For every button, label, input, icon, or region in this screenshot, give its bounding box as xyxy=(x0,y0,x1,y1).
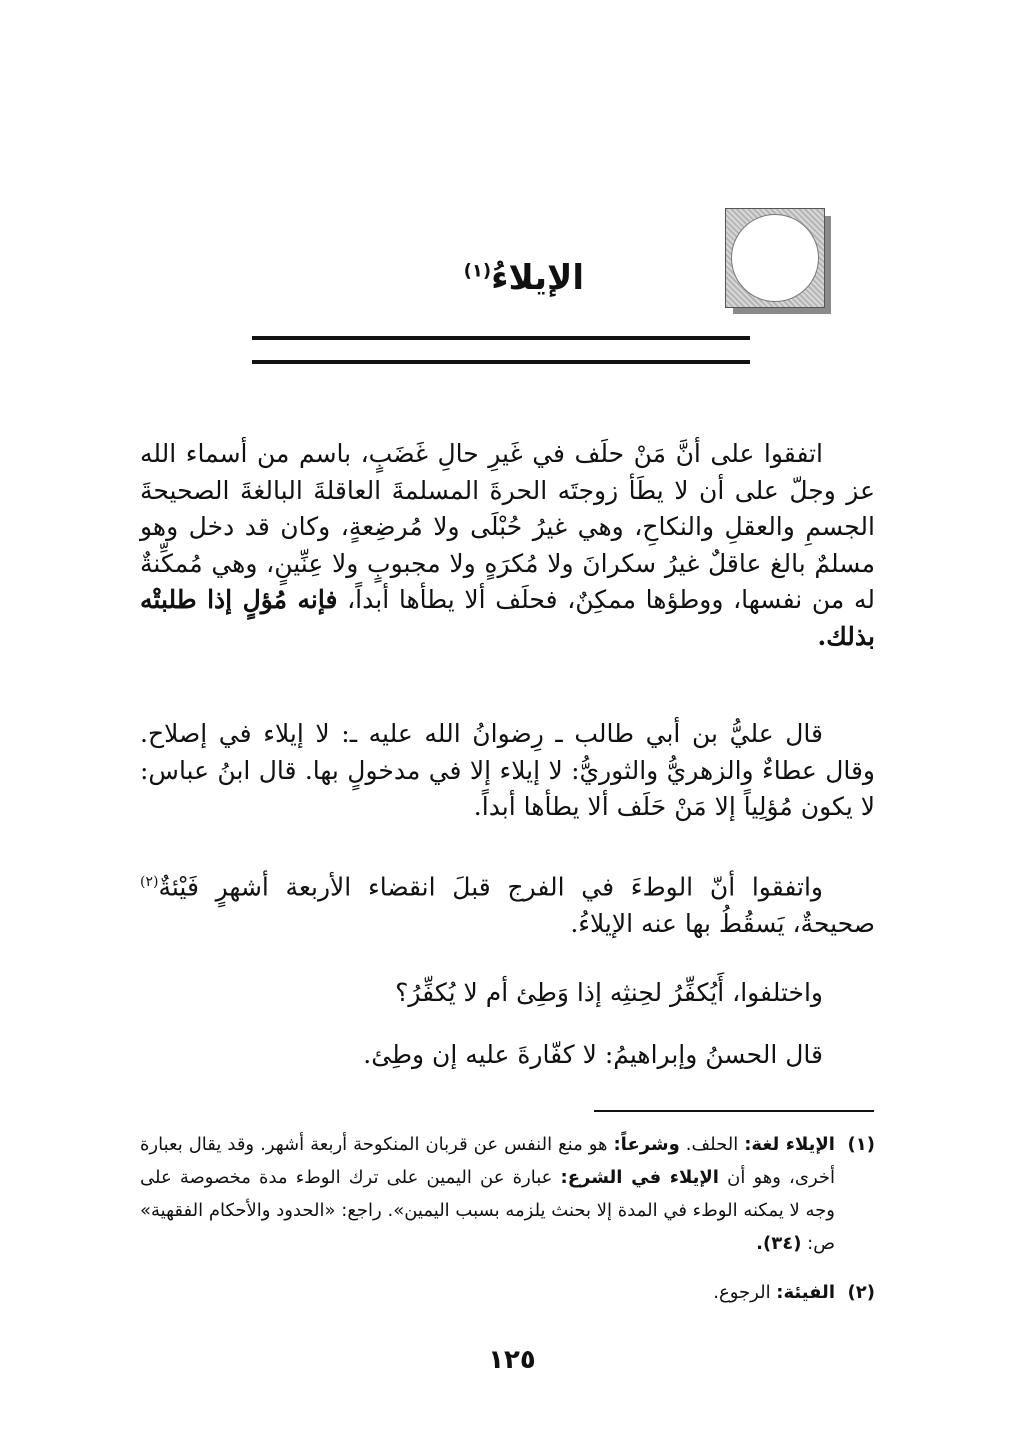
paragraph-consensus: اتفقوا على أنَّ مَنْ حلَف في غَيرِ حالِ غَضَبٍ، باسم من أسماء الله عز وجلّ على أن لا يطَأ زوجتَه الحرةَ المسلمةَ العاقلةَ البالغةَ الصحيحةَ الجسمِ والعقلِ والنكاحِ، وهي غيرُ حُبْلَى ولا مُرضِعةٍ، وكان قد دخل وهو مسلمٌ بالغ عاقلٌ غيرُ سكرانَ ولا مُكرَهٍ ولا مجبوبٍ ولا عِنِّينٍ، وهي مُمكِّنةٌ له من نفسها، ووطؤها ممكِنٌ، فحلَف ألا يطأها أبداً، فإنه مُؤلٍ إذا طلبتْه بذلك. xyxy=(140,439,876,651)
paragraph-disagreement: واختلفوا، أَيُكفِّرُ لحِنثِه إذا وَطِئ أم لا يُكفِّرُ؟ xyxy=(395,978,823,1007)
paragraph-hasan-ibrahim: قال الحسنُ وإبراهيمُ: لا كفّارةَ عليه إن وطِئ. xyxy=(363,1040,823,1069)
paragraph-fayah: واتفقوا أنّ الوطءَ في الفرج قبلَ انقضاء الأربعة أشهرٍ فَيْئةٌ$^{(٢)}$ صحيحةٌ، يَسقُطُ بها عنه الإيلاءُ. xyxy=(140,872,875,938)
footnote-2-number: (٢) xyxy=(847,1282,875,1303)
page-number: ١٢٥ xyxy=(488,1345,536,1375)
chapter-title: الإيلاءُ$^{(١)}$ xyxy=(463,258,584,298)
footnote-1-number: (١) xyxy=(847,1134,875,1155)
footnote-2: (٢) الفيئة: الرجوع. xyxy=(140,1276,875,1309)
footnote-1: (١) الإيلاء لغة: الحلف. وشرعاً: هو منع النفس عن قربان المنكوحة أربعة أشهر. وقد يقال بعبارة أخرى، وهو أن الإيلاء في الشرع: عبارة عن اليمين على ترك الوطء مدة مخصوصة على وجه لا يمكنه الوطء في المدة إلا بحنث يلزمه بسبب اليمين». راجع: «الحدود والأحكام الفقهية» ص: (٣٤). xyxy=(140,1128,875,1260)
title-rule-bottom xyxy=(252,360,750,364)
paragraph-ruling-bold: فإنه مُؤلٍ إذا طلبتْه بذلك. xyxy=(140,585,875,651)
title-rule-top xyxy=(252,336,750,340)
ornament-circle xyxy=(731,214,819,302)
paragraph-ali-quote: قال عليُّ بن أبي طالب ـ رِضوانُ الله عليه ـ: لا إيلاء في إصلاح. وقال عطاءٌ والزهريُّ والثوريُّ: لا إيلاء إلا في مدخولٍ بها. قال ابنُ عباس: لا يكون مُؤلِياً إلا مَنْ حَلَف ألا يطأها أبداً. xyxy=(140,719,875,821)
footnote-separator xyxy=(594,1110,874,1112)
chapter-title-footnote-ref[interactable]: (١) xyxy=(463,260,492,282)
chapter-ornament-icon xyxy=(725,208,831,314)
footnote-ref-2[interactable]: (٢) xyxy=(140,874,159,890)
